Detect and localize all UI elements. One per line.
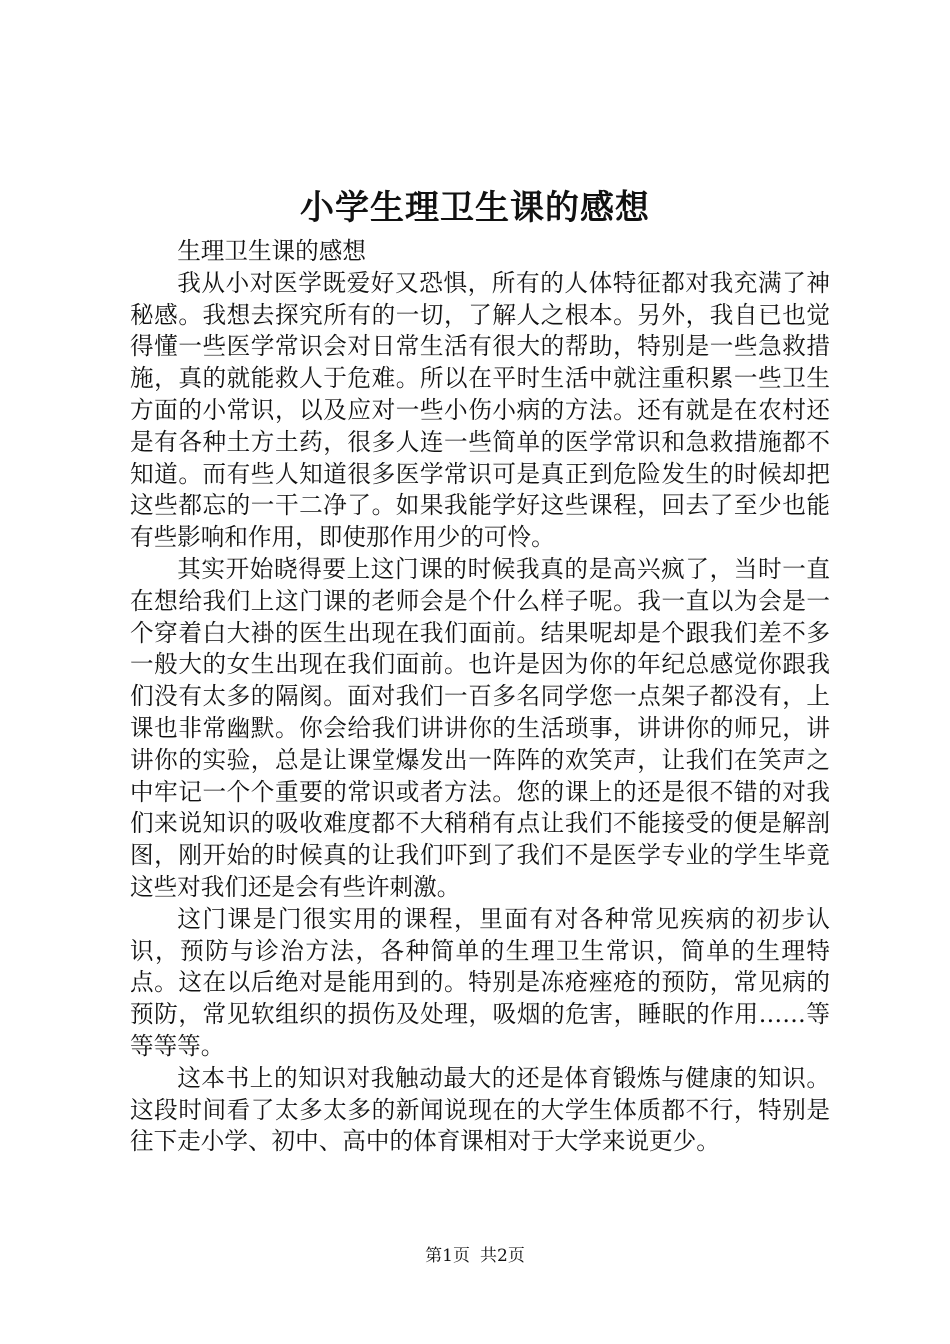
paragraph-subtitle: 生理卫生课的感想 (177, 237, 366, 265)
paragraph: 其实开始晓得要上这门课的时候我真的是高兴疯了，当时一直在想给我们上这门课的老师会是个什么样子呢。我一直以为会是一个穿着白大褂的医生出现在我们面前。结果呢却是个跟我们差不多一般大的女生出现在我们面前。也许是因为你的年纪总感觉你跟我们没有太多的隔阂。面对我们一百多名同学您一点架子都没有，上课也非常幽默。你会给我们讲讲你的生活琐事，讲讲你的师兄，讲讲你的实验，总是让课堂爆发出一阵阵的欢笑声，让我们在笑声之中牢记一个个重要的常识或者方法。您的课上的还是很不错的对我们来说知识的吸收难度都不大稍稍有点让我们不能接受的便是解剖图，刚开始的时候真的让我们吓到了我们不是医学专业的学生毕竟这些对我们还是会有些许刺激。 (130, 554, 830, 901)
paragraph: 这本书上的知识对我触动最大的还是体育锻炼与健康的知识。这段时间看了太多太多的新闻说现在的大学生体质都不行，特别是往下走小学、初中、高中的体育课相对于大学来说更少。 (130, 1063, 830, 1156)
page-total: 共2页 (480, 1246, 525, 1266)
document-title: 小学生理卫生课的感想 (300, 188, 650, 228)
document-body (130, 236, 830, 1158)
paragraph: 我从小对医学既爱好又恐惧，所有的人体特征都对我充满了神秘感。我想去探究所有的一切，了解人之根本。另外，我自已也觉得懂一些医学常识会对日常生活有很大的帮助，特别是一些急救措施，真的就能救人于危难。所以在平时生活中就注重积累一些卫生方面的小常识，以及应对一些小伤小病的方法。还有就是在农村还是有各种土方土药，很多人连一些简单的医学常识和急救措施都不知道。而有些人知道很多医学常识可是真正到危险发生的时候却把这些都忘的一干二净了。如果我能学好这些课程，回去了至少也能有些影响和作用，即使那作用少的可怜。 (130, 268, 830, 552)
page-footer (0, 1244, 950, 1268)
paragraph: 这门课是门很实用的课程，里面有对各种常见疾病的初步认识，预防与诊治方法，各种简单的生理卫生常识，简单的生理特点。这在以后绝对是能用到的。特别是冻疮痤疮的预防，常见病的预防，常见软组织的损伤及处理，吸烟的危害，睡眠的作用……等等等等。 (130, 904, 830, 1060)
page-number: 第1页 (425, 1246, 470, 1266)
